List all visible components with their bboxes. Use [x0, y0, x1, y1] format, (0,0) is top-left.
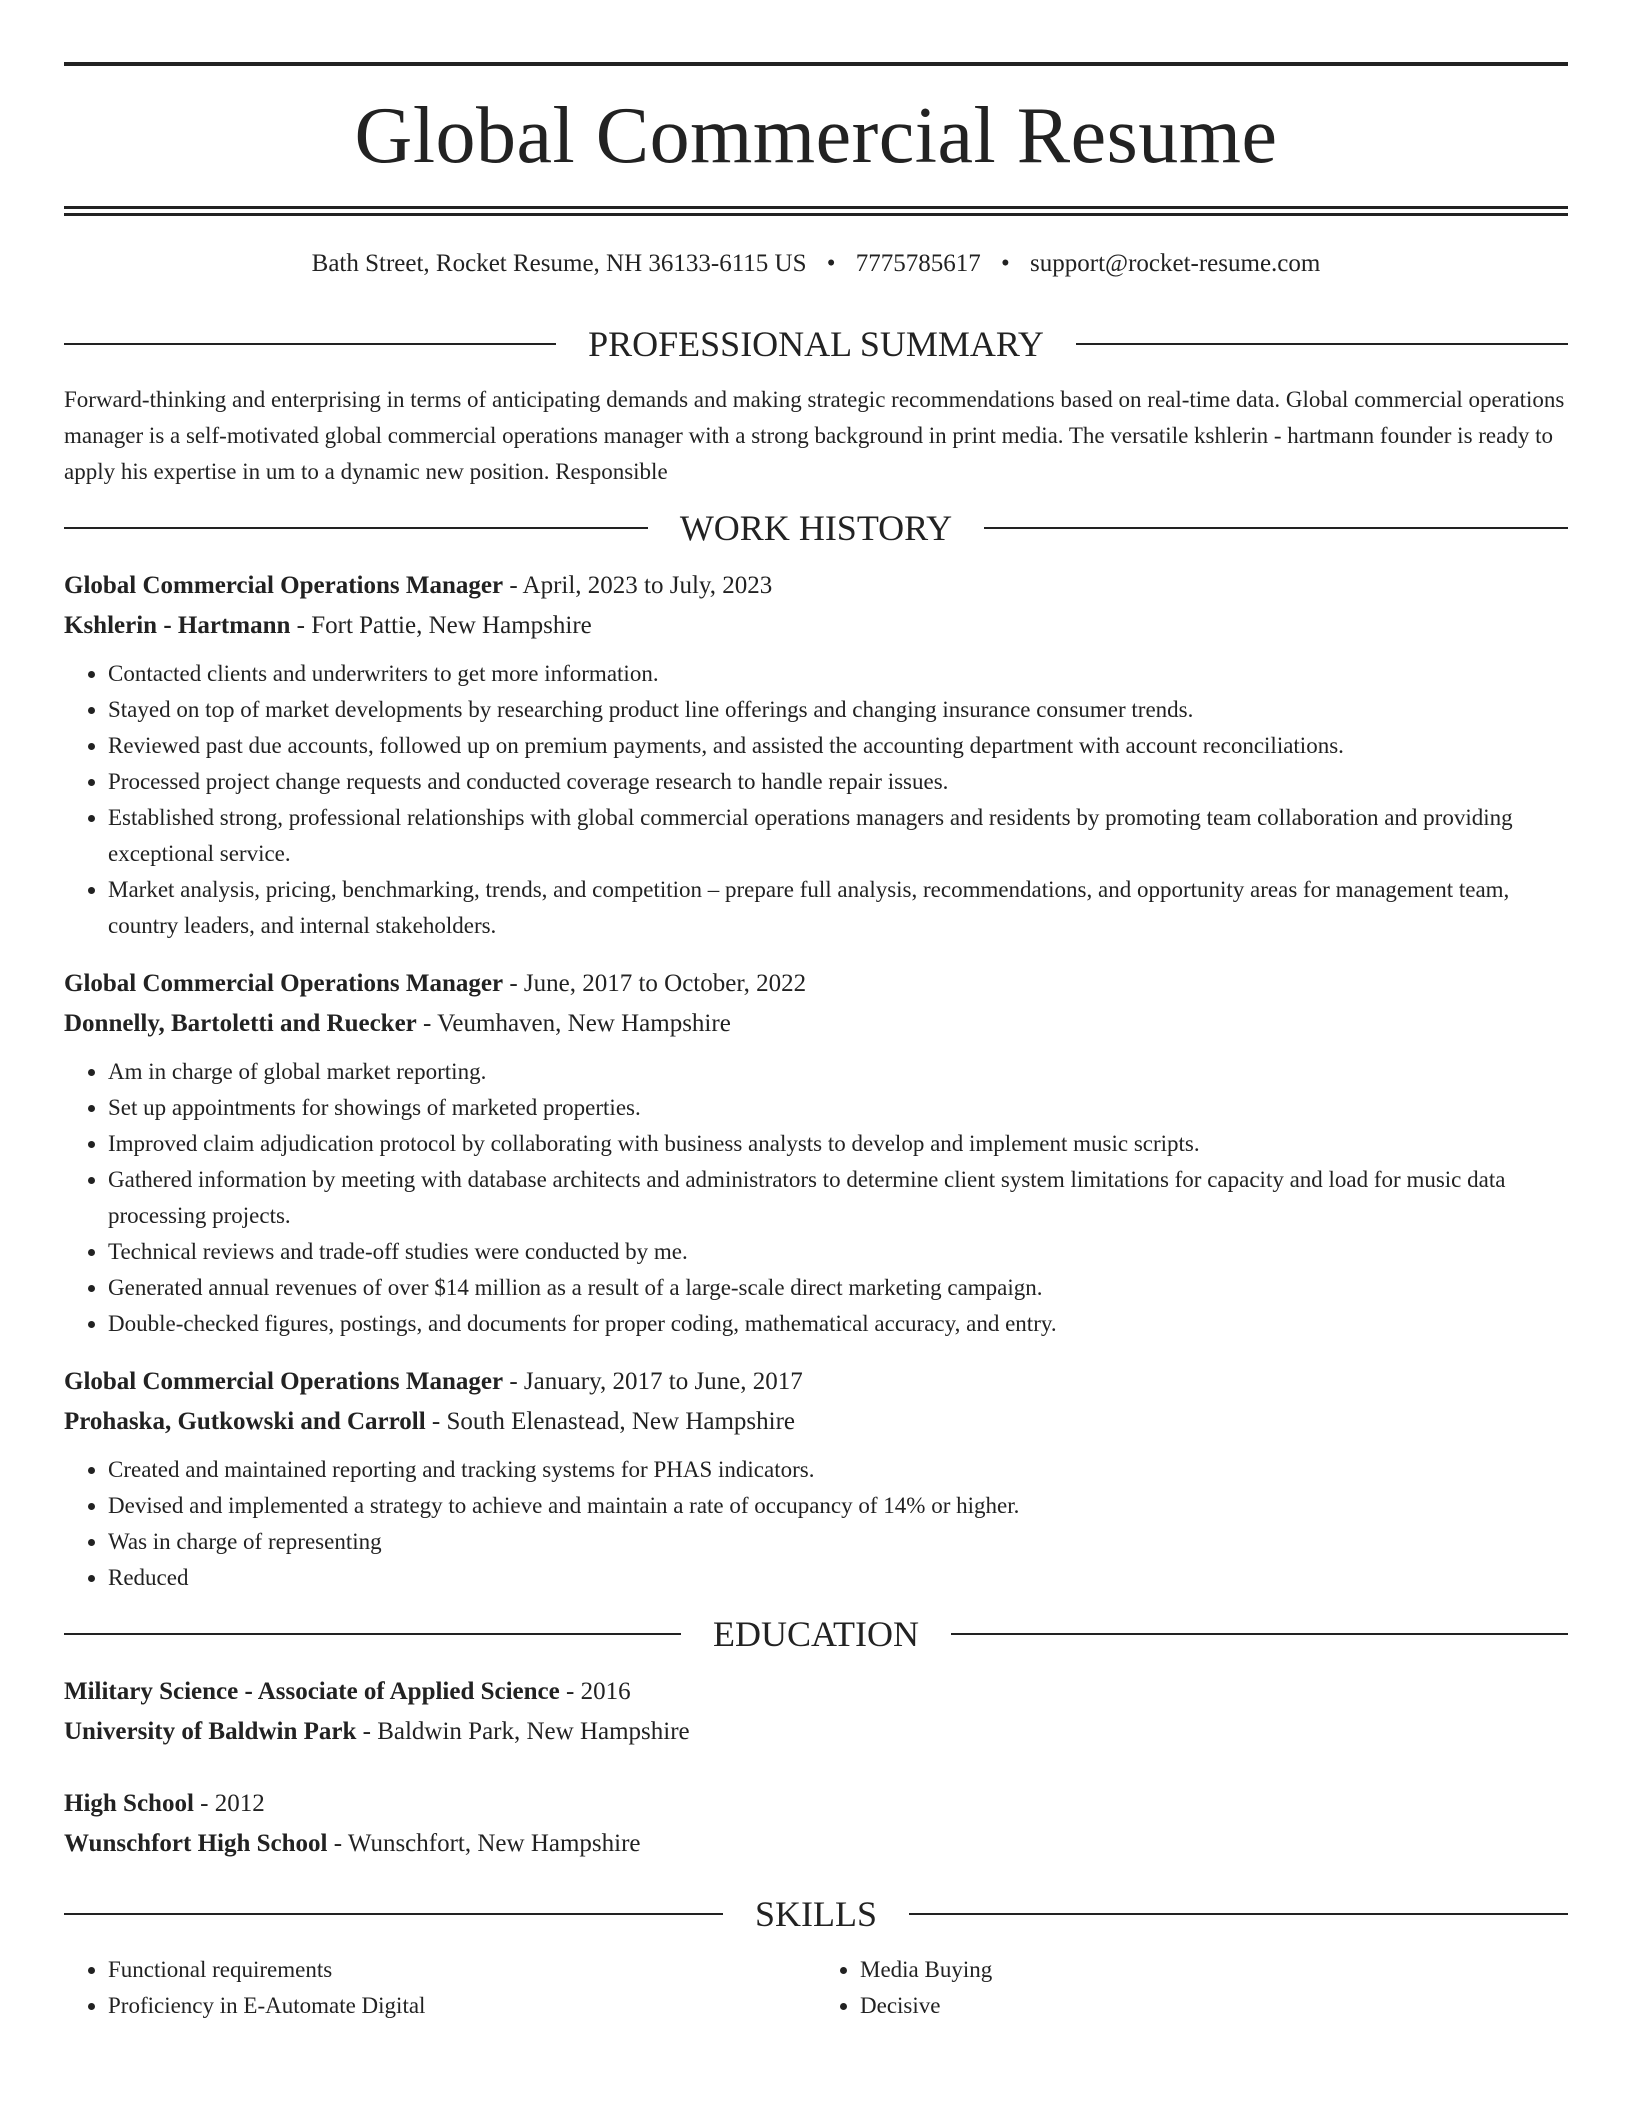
edu-year: - 2012 — [193, 1790, 265, 1817]
edu-degree-line — [64, 1672, 1568, 1712]
job-bullets — [64, 1452, 1568, 1596]
section-rule — [64, 1913, 723, 1915]
skills-list — [64, 1952, 1568, 2024]
job-bullet: • Created and maintained reporting and tracking systems for PHAS indicators. — [108, 1452, 1568, 1488]
work-history-heading — [64, 510, 1568, 546]
section-rule — [984, 527, 1568, 529]
section-title: EDUCATION — [713, 1614, 919, 1654]
contact-line — [64, 250, 1568, 278]
contact-address: Bath Street, Rocket Resume, NH 36133-6115 US — [311, 250, 807, 277]
job-company-line — [64, 606, 1568, 646]
education-entry — [64, 1672, 1568, 1752]
job-entry — [64, 566, 1568, 944]
job-location: - Veumhaven, New Hampshire — [416, 1010, 731, 1037]
contact-email[interactable]: support@rocket-resume.com — [1030, 250, 1321, 277]
section-rule — [1076, 343, 1568, 345]
job-dates: - June, 2017 to October, 2022 — [503, 970, 807, 997]
job-bullet: • Reviewed past due accounts, followed up on premium payments, and assisted the accounting department with account reconciliations. — [108, 728, 1568, 764]
job-title-line — [64, 964, 1568, 1004]
education-heading — [64, 1616, 1568, 1652]
edu-location: - Wunschfort, New Hampshire — [327, 1830, 641, 1857]
summary-text: Forward-thinking and enterprising in terms of anticipating demands and making strategic recommendations based on real-time data. Global commercial operations manager is a self-motivated global commercial operations manager with a strong background in print media. The versatile kshlerin - hartmann founder is ready to apply his expertise in um to a dynamic new position. Responsible — [64, 387, 1565, 484]
job-bullet: • Stayed on top of market developments by researching product line offerings and changing insurance consumer trends. — [108, 692, 1568, 728]
job-role: Global Commercial Operations Manager — [64, 572, 504, 599]
job-bullet: • Contacted clients and underwriters to get more information. — [108, 656, 1568, 692]
job-company-line — [64, 1004, 1568, 1044]
job-location: - Fort Pattie, New Hampshire — [290, 612, 592, 639]
section-title: WORK HISTORY — [679, 508, 953, 548]
job-bullet: • Established strong, professional relationships with global commercial operations managers and residents by promoting team collaboration and providing exceptional service. — [108, 800, 1568, 872]
edu-school: University of Baldwin Park — [64, 1718, 357, 1745]
job-dates: - April, 2023 to July, 2023 — [503, 572, 773, 599]
edu-degree: Military Science - Associate of Applied Science — [64, 1678, 560, 1705]
section-title: PROFESSIONAL SUMMARY — [588, 324, 1044, 364]
contact-separator: • — [1001, 250, 1010, 277]
job-location: - South Elenastead, New Hampshire — [425, 1408, 796, 1435]
job-bullet: • Technical reviews and trade-off studies were conducted by me. — [108, 1234, 1568, 1270]
edu-location: - Baldwin Park, New Hampshire — [356, 1718, 690, 1745]
section-rule — [951, 1633, 1568, 1635]
resume-name: Global Commercial Resume — [354, 92, 1278, 180]
contact-separator: • — [826, 250, 836, 277]
edu-degree: High School — [64, 1790, 194, 1817]
job-bullet: • Gathered information by meeting with database architects and administrators to determine client system limitations for capacity and load for music data processing projects. — [108, 1162, 1568, 1234]
job-company-line — [64, 1402, 1568, 1442]
section-rule — [64, 1633, 681, 1635]
job-bullet: • Am in charge of global market reporting. — [108, 1054, 1568, 1090]
education-entry — [64, 1784, 1568, 1864]
edu-school-line — [64, 1824, 1568, 1864]
skill-item: • Proficiency in E-Automate Digital — [108, 1988, 816, 2024]
edu-school-line — [64, 1712, 1568, 1752]
summary-heading — [64, 326, 1568, 362]
job-bullet: • Devised and implemented a strategy to achieve and maintain a rate of occupancy of 14% or higher. — [108, 1488, 1568, 1524]
job-bullet: • Market analysis, pricing, benchmarking, trends, and competition – prepare full analysis, recommendations, and opportunity areas for management team, country leaders, and internal stakeholders. — [108, 872, 1568, 944]
job-bullet: • Generated annual revenues of over $14 million as a result of a large-scale direct marketing campaign. — [108, 1270, 1568, 1306]
job-bullets — [64, 656, 1568, 944]
job-bullet: • Processed project change requests and conducted coverage research to handle repair issues. — [108, 764, 1568, 800]
job-role: Global Commercial Operations Manager — [64, 1368, 504, 1395]
header-top-rule — [64, 62, 1568, 66]
skills-column-left — [64, 1952, 816, 2024]
section-rule — [909, 1913, 1568, 1915]
job-company: Kshlerin - Hartmann — [64, 612, 291, 639]
skill-item: • Media Buying — [860, 1952, 1568, 1988]
job-entry — [64, 1362, 1568, 1596]
skills-column-right — [816, 1952, 1568, 2024]
edu-degree-line — [64, 1784, 1568, 1824]
job-bullet: • Reduced — [108, 1560, 1568, 1596]
job-company: Prohaska, Gutkowski and Carroll — [64, 1408, 426, 1435]
job-entry — [64, 964, 1568, 1342]
skill-item: • Functional requirements — [108, 1952, 816, 1988]
job-title-line — [64, 566, 1568, 606]
section-title: SKILLS — [755, 1894, 878, 1934]
header-double-rule — [64, 206, 1568, 216]
job-role: Global Commercial Operations Manager — [64, 970, 504, 997]
skill-item: • Decisive — [860, 1988, 1568, 2024]
contact-phone: 7775785617 — [855, 250, 981, 277]
job-company: Donnelly, Bartoletti and Ruecker — [64, 1010, 417, 1037]
job-bullet: • Improved claim adjudication protocol by collaborating with business analysts to develop and implement music scripts. — [108, 1126, 1568, 1162]
skills-heading — [64, 1896, 1568, 1932]
job-dates: - January, 2017 to June, 2017 — [503, 1368, 803, 1395]
job-bullet: • Was in charge of representing — [108, 1524, 1568, 1560]
edu-school: Wunschfort High School — [64, 1830, 328, 1857]
job-bullet: • Double-checked figures, postings, and documents for proper coding, mathematical accuracy, and entry. — [108, 1306, 1568, 1342]
job-bullets — [64, 1054, 1568, 1342]
job-bullet: • Set up appointments for showings of marketed properties. — [108, 1090, 1568, 1126]
section-rule — [64, 343, 556, 345]
edu-year: - 2016 — [559, 1678, 631, 1705]
job-title-line — [64, 1362, 1568, 1402]
resume-page — [64, 0, 1568, 2024]
section-rule — [64, 527, 648, 529]
